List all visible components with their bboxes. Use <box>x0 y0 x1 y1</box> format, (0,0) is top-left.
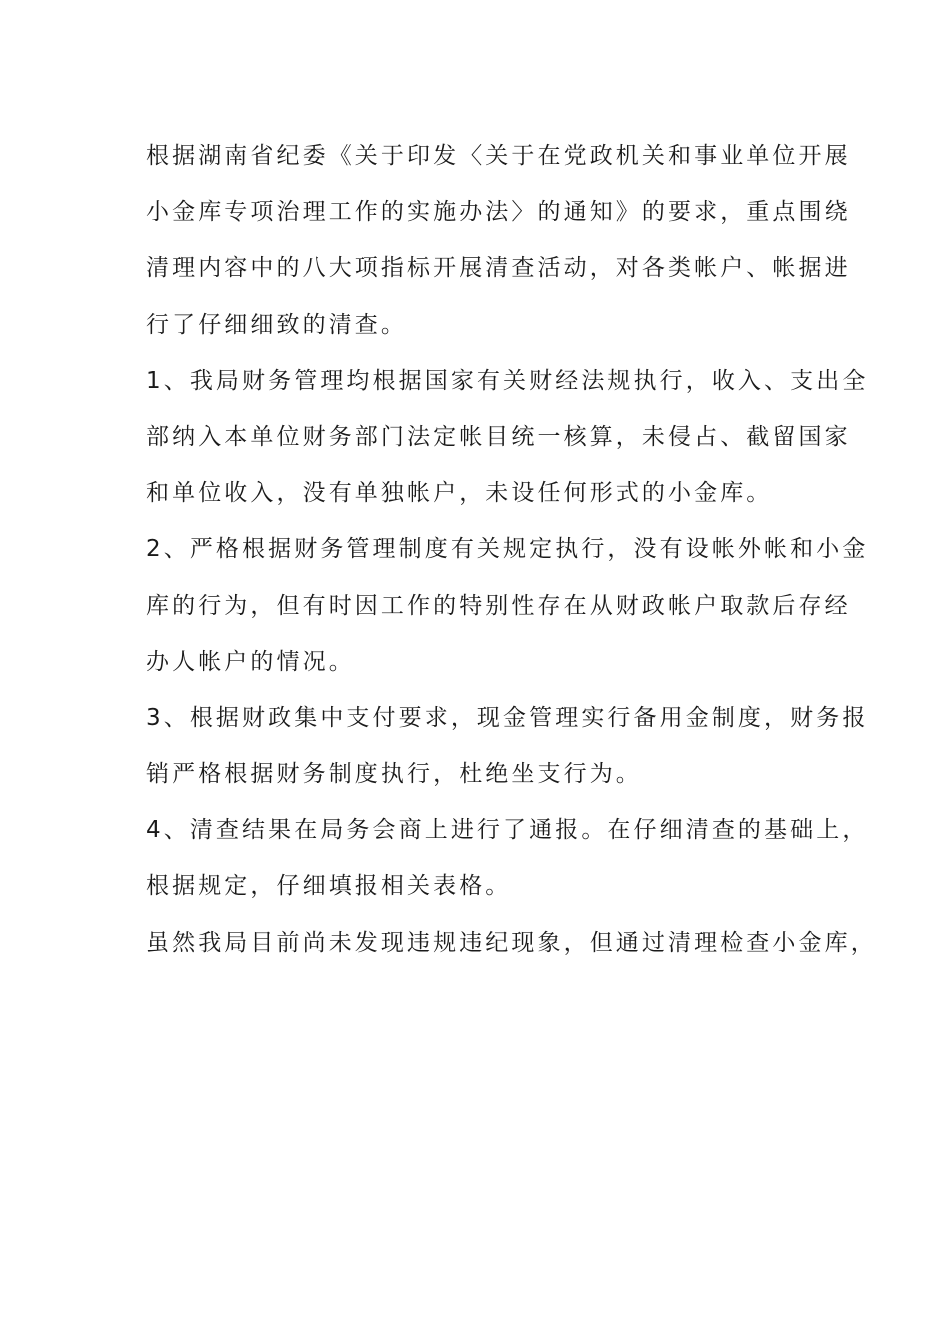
text-line: 根据湖南省纪委《关于印发〈关于在党政机关和事业单位开展 <box>146 143 851 169</box>
text-line: 清理内容中的八大项指标开展清查活动，对各类帐户、帐据进 <box>146 255 851 282</box>
text-line: 4、清查结果在局务会商上进行了通报。在仔细清查的基础上， <box>146 817 869 844</box>
text-line: 根据规定，仔细填报相关表格。 <box>146 873 512 900</box>
text-line: 库的行为，但有时因工作的特别性存在从财政帐户取款后存经 <box>146 592 851 619</box>
text-line: 行了仔细细致的清查。 <box>146 311 407 338</box>
text-line: 3、根据财政集中支付要求，现金管理实行备用金制度，财务报 <box>146 704 869 731</box>
text-line: 办人帐户的情况。 <box>146 648 355 675</box>
document-body <box>146 128 877 971</box>
text-line: 小金库专项治理工作的实施办法〉的通知》的要求，重点围绕 <box>146 199 851 226</box>
text-line: 1、我局财务管理均根据国家有关财经法规执行，收入、支出全 <box>146 367 869 394</box>
text-line: 部纳入本单位财务部门法定帐目统一核算，未侵占、截留国家 <box>146 423 851 450</box>
text-line: 和单位收入，没有单独帐户，未设任何形式的小金库。 <box>146 480 773 507</box>
text-line: 销严格根据财务制度执行，杜绝坐支行为。 <box>146 761 642 788</box>
text-line: 虽然我局目前尚未发现违规违纪现象，但通过清理检查小金库， <box>146 929 877 956</box>
text-line: 2、严格根据财务管理制度有关规定执行，没有设帐外帐和小金 <box>146 536 869 563</box>
